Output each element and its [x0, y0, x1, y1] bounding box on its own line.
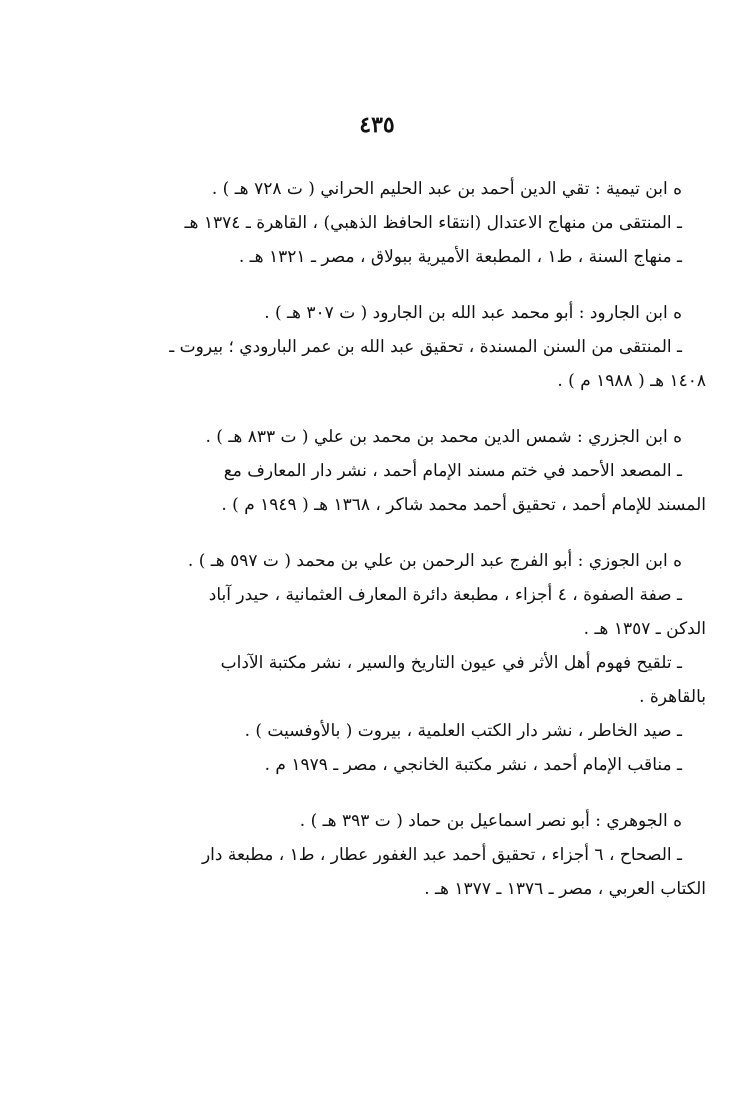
page-number: ٤٣٥ — [359, 112, 395, 138]
bibliography-entry — [76, 296, 706, 398]
entry-work-line: ـ صفة الصفوة ، ٤ أجزاء ، مطبعة دائرة المعارف العثمانية ، حيدر آباد — [208, 585, 682, 605]
bibliography-entry — [76, 172, 706, 274]
bibliography-entry — [76, 544, 706, 782]
entry-author-line: ه ابن تيمية : تقي الدين أحمد بن عبد الحليم الحراني ( ت ٧٢٨ هـ ) . — [211, 179, 682, 199]
entry-author-line: ه الجوهري : أبو نصر اسماعيل بن حماد ( ت ٣٩٣ هـ ) . — [299, 811, 682, 831]
bibliography-entry — [76, 420, 706, 522]
entry-work-line: ـ مناقب الإمام أحمد ، نشر مكتبة الخانجي ، مصر ـ ١٩٧٩ م . — [264, 755, 682, 775]
entry-work-continuation: بالقاهرة . — [639, 687, 706, 707]
entry-work-continuation: الكتاب العربي ، مصر ـ ١٣٧٦ ـ ١٣٧٧ هـ . — [424, 879, 706, 899]
entry-work-line: ـ المنتقى من منهاج الاعتدال (انتقاء الحافظ الذهبي) ، القاهرة ـ ١٣٧٤ هـ — [184, 213, 682, 233]
entry-work-line: ـ المصعد الأحمد في ختم مسند الإمام أحمد ، نشر دار المعارف مع — [223, 461, 682, 481]
entry-author-line: ه ابن الجارود : أبو محمد عبد الله بن الجارود ( ت ٣٠٧ هـ ) . — [264, 303, 682, 323]
entry-work-continuation: الدكن ـ ١٣٥٧ هـ . — [583, 619, 706, 639]
entry-author-line: ه ابن الجزري : شمس الدين محمد بن محمد بن علي ( ت ٨٣٣ هـ ) . — [205, 427, 682, 447]
entry-work-continuation: ١٤٠٨ هـ ( ١٩٨٨ م ) . — [557, 371, 706, 391]
entry-work-line: ـ المنتقى من السنن المسندة ، تحقيق عبد الله بن عمر البارودي ؛ بيروت ـ — [169, 337, 682, 357]
entry-author-line: ه ابن الجوزي : أبو الفرج عبد الرحمن بن علي بن محمد ( ت ٥٩٧ هـ ) . — [187, 551, 682, 571]
bibliography-list — [76, 172, 706, 928]
entry-work-line: ـ تلقيح فهوم أهل الأثر في عيون التاريخ والسير ، نشر مكتبة الآداب — [220, 653, 682, 673]
entry-work-line: ـ صيد الخاطر ، نشر دار الكتب العلمية ، بيروت ( بالأوفسيت ) . — [244, 721, 682, 741]
entry-work-continuation: المسند للإمام أحمد ، تحقيق أحمد محمد شاكر ، ١٣٦٨ هـ ( ١٩٤٩ م ) . — [221, 495, 706, 515]
entry-work-line: ـ الصحاح ، ٦ أجزاء ، تحقيق أحمد عبد الغفور عطار ، ط١ ، مطبعة دار — [201, 845, 682, 865]
bibliography-entry — [76, 804, 706, 906]
entry-work-line: ـ منهاج السنة ، ط١ ، المطبعة الأميرية ببولاق ، مصر ـ ١٣٢١ هـ . — [238, 247, 682, 267]
